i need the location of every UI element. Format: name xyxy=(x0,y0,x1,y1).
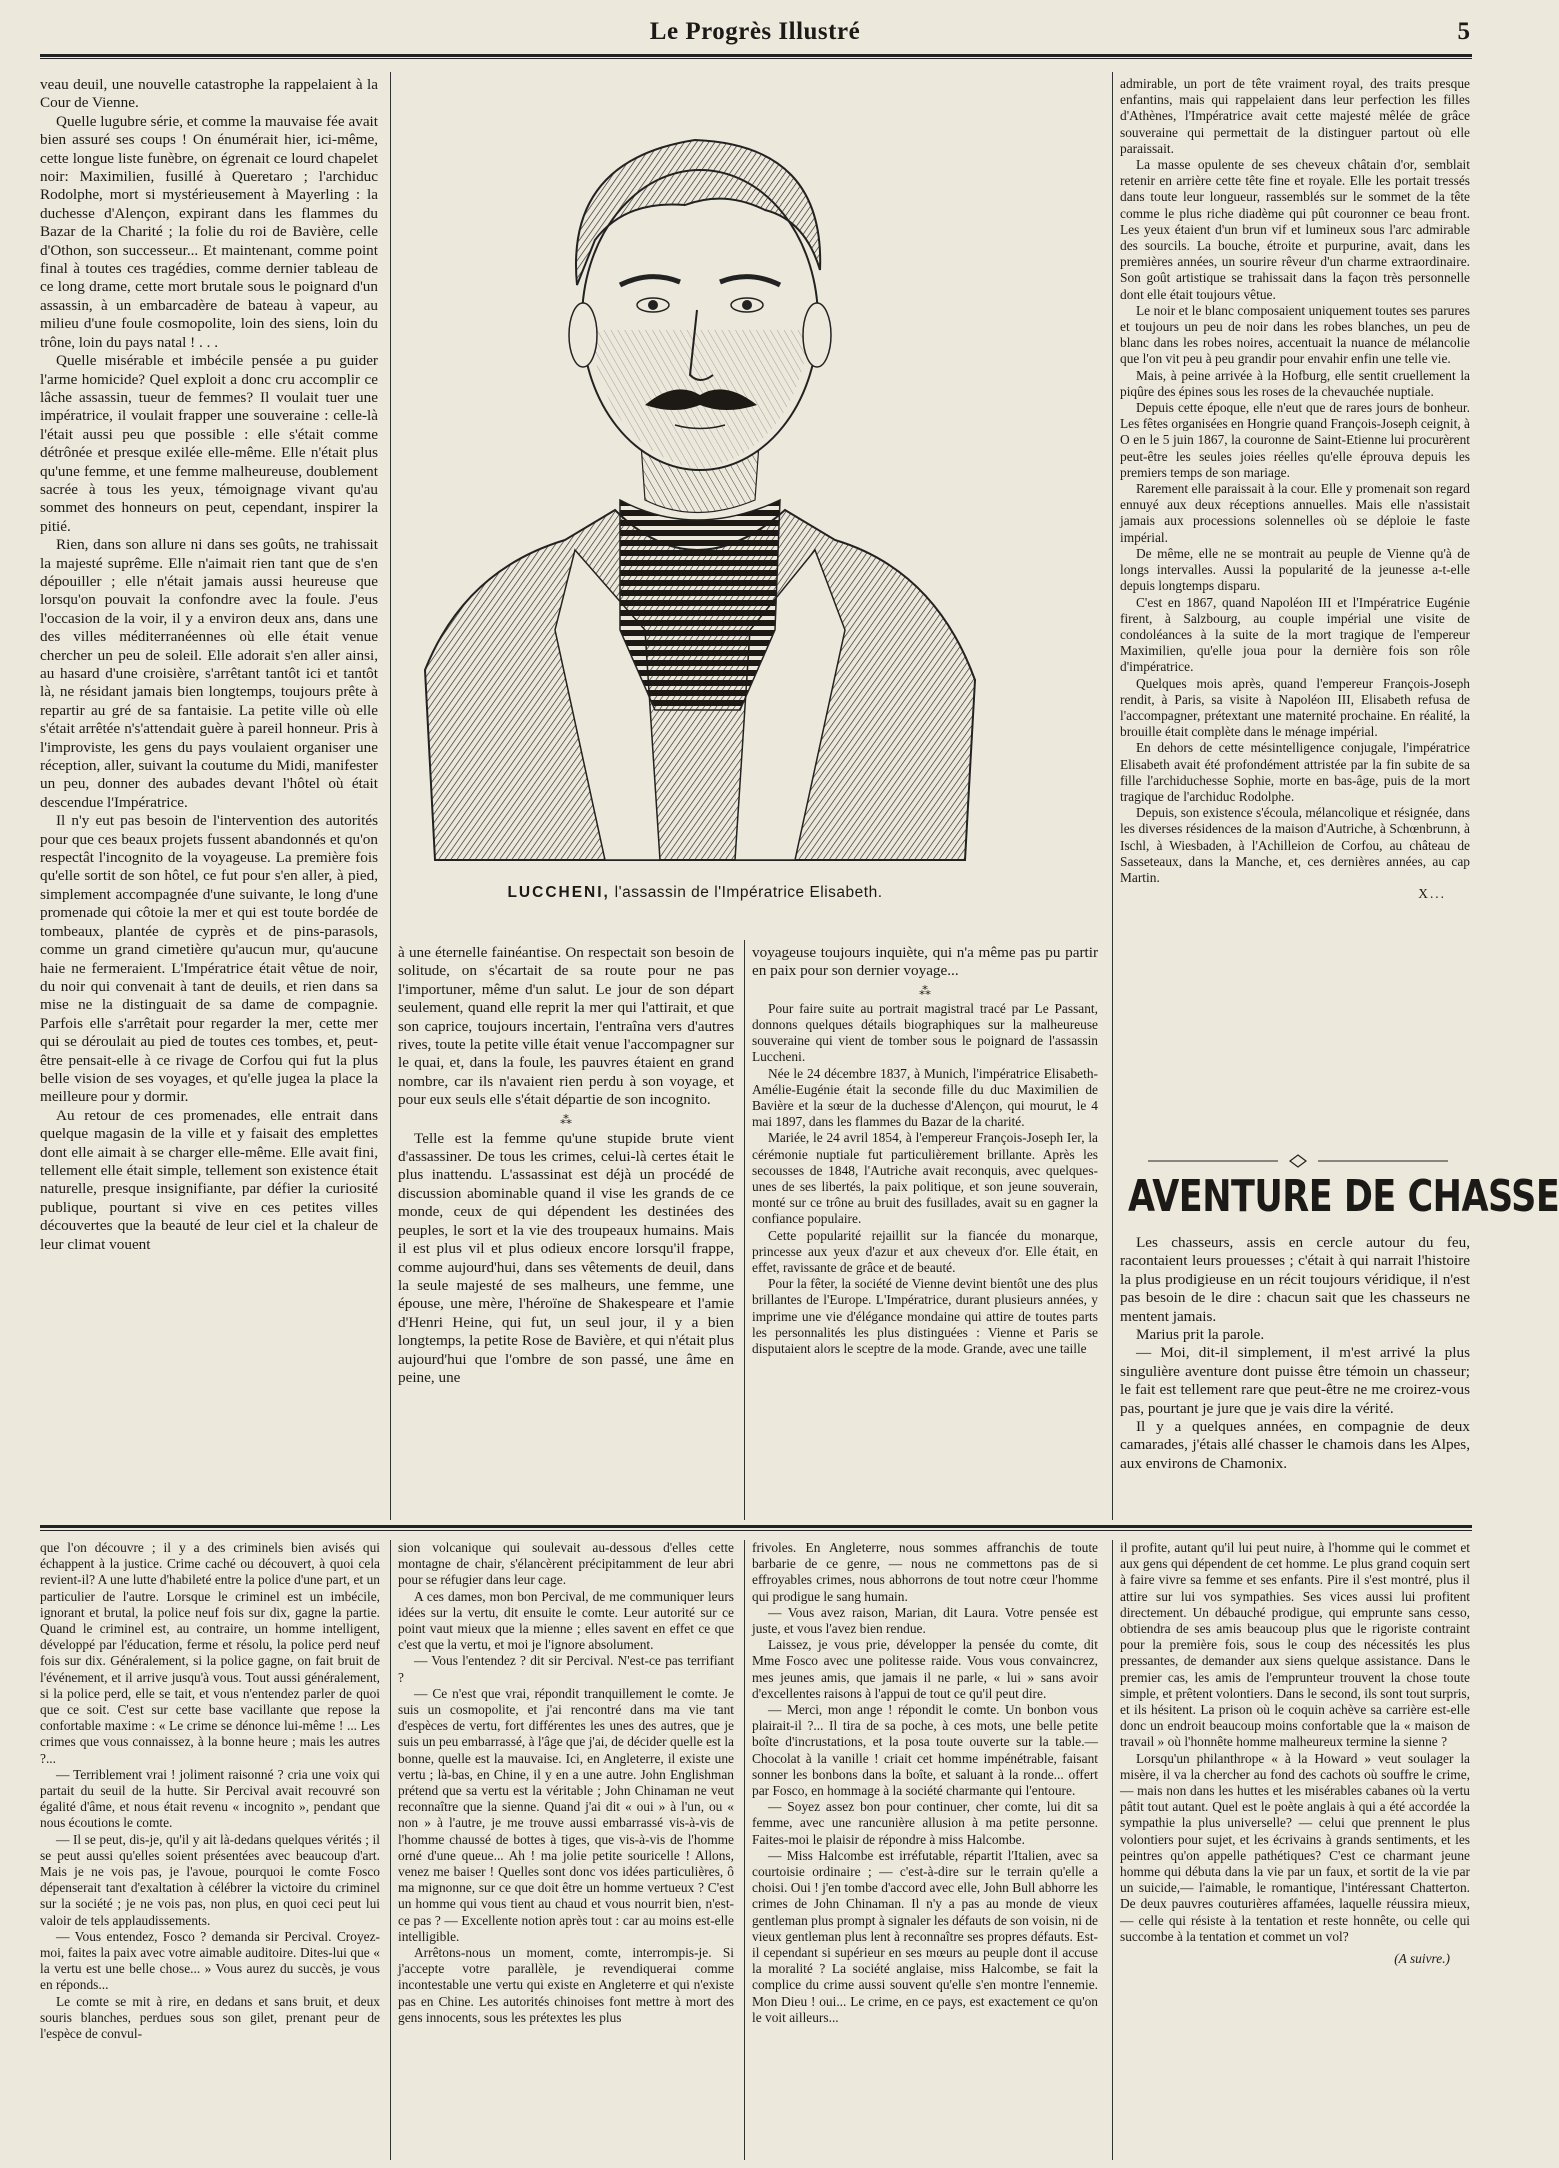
column-divider xyxy=(1112,1540,1113,2160)
to-be-continued: (A suivre.) xyxy=(1394,1951,1450,1967)
paragraph: Née le 24 décembre 1837, à Munich, l'impératrice Elisabeth-Amélie-Eugénie était la seconde fille du duc Maximilien de Bavière et la sœur de la duchesse d'Alençon, qui mourut, le 4 mai 1897, dans les flammes du Bazar de la charité. xyxy=(752,1065,1098,1130)
caption-text: l'assassin de l'Impératrice Elisabeth. xyxy=(609,884,883,901)
paragraph: — Vous entendez, Fosco ? demanda sir Percival. Croyez-moi, faites la paix avec votre aimable auditoire. Dites-lui que « la vertu est une belle chose... » Vous aurez du succès, je vous en réponds... xyxy=(40,1928,380,1993)
paragraph: Au retour de ces promenades, elle entrait dans quelque magasin de la ville et y faisait des emplettes dont elle aimait à se charger elle-même. Elle avait fini, tellement elle était simple, tellement son existence était naturelle, presque insignifiante, par défier la curiosité publique, pourtant si vive en ces petites villes découvertes que la beauté de leur ciel et la chaleur de leur climat vouent xyxy=(40,1106,378,1253)
caption-name: LUCCHENI, xyxy=(507,884,610,901)
paragraph: Quelle lugubre série, et comme la mauvaise fée avait bien assuré ses coups ! On énumérait hier, ici-même, cette longue liste funèbre, on égrenait ce lourd chapelet noir: Maximilien, fusillé à Queretaro ; l'archiduc Rodolphe, mort si mystérieusement à Mayerling : la duchesse d'Alençon, expirant dans les flammes du Bazar de la Charité ; la folie du roi de Bavière, celle d'Othon, son successeur... Et maintenant, comme point final à toutes ces tragédies, comme dernier tableau de ce long drame, cette mort brutale sous le poignard d'un assassin, à un embarcadère de bateau à vapeur, au milieu d'une foule cosmopolite, loin des siens, loin du trône, loin du pays natal ! . . . xyxy=(40,112,378,351)
portrait-caption xyxy=(395,884,995,902)
portrait-engraving-image xyxy=(405,70,985,860)
article-column-3 xyxy=(752,944,1098,1516)
feuilleton-column-1 xyxy=(40,1540,380,2160)
paragraph: Depuis, son existence s'écoula, mélancolique et résignée, dans les diverses résidences de la maison d'Autriche, à Schœnbrunn, à Ischl, à Wiesbaden, à l'Achilleion de Corfou, au château de Sasseteaux, dans la Manche, et, ces dernières années, au cap Martin. xyxy=(1120,805,1470,885)
column-divider xyxy=(744,1540,745,2160)
article-column-1 xyxy=(40,76,378,1516)
paragraph: Telle est la femme qu'une stupide brute vient d'assassiner. De tous les crimes, celui-là certes était le plus inattendu. L'assassinat est déjà un procédé de discussion abominable quand il vise les grands de ce monde, ceux de qui dépendent les destinées des peuples, le sort et la vie des troupeaux humains. Mais il est plus vil et plus odieux encore lorsqu'il frappe, comme aujourd'hui, dans ses vêtements de deuil, dans la seule majesté de ses malheurs, une femme, une épouse, une mère, l'héroïne de Shakespeare et l'amie d'Henri Heine, qui fut, un seul jour, il y a bien longtemps, la petite Rose de Bavière, et qui n'était plus aujourd'hui que l'ombre de son passé, une âme en peine, une xyxy=(398,1129,734,1386)
paragraph: Cette popularité rejaillit sur la fiancée du monarque, princesse aux yeux d'azur et aux cheveux d'or. Elle était, en effet, ravissante de grâce et de beauté. xyxy=(752,1227,1098,1276)
paragraph: il profite, autant qu'il lui peut nuire, à l'homme qui le commet et aux gens qui dépendent de cet homme. Le plus grand coquin sert à faire vivre sa femme et ses enfants. Pire il s'est montré, plus il attire sur lui vos sympathies. Ses vices aussi lui profitent directement. Un débauché prodigue, qui emprunte sans cesso, obtiendra de ses amis beaucoup plus que le rigoriste contraint pour la première fois, sous le coup des nécessités les plus pressantes, de demander aux siens quelque assistance. Dans le premier cas, les amis de l'emprunteur trouvent la chose toute simple, et prêtent volontiers. Dans le second, ils sont tout surpris, et ils hésitent. La prison où le coquin achève sa carrière est-elle donc un endroit beaucoup moins confortable que la « maison de travail » où l'honnête homme malheureux termine la sienne ? xyxy=(1120,1540,1470,1750)
paragraph: Le noir et le blanc composaient uniquement toutes ses parures et toujours un peu de noir dans les robes blanches, un peu de blanc dans les robes noires, accentuait la nuance de mélancolie que l'on vit peu à peu grandir pour envahir enfin une telle vie. xyxy=(1120,302,1470,367)
page-number: 5 xyxy=(1457,18,1470,45)
paragraph: Rien, dans son allure ni dans ses goûts, ne trahissait la majesté suprême. Elle n'aimait rien tant que de s'en dépouiller ; elle n'était jamais aussi heureuse que lorsqu'on pouvait la confondre avec la foule. J'eus l'occasion de la voir, il y a environ deux ans, dans une des villes méditerranéennes où elle était venue chercher un peu de soleil. Elle adorait s'en aller ainsi, au hasard d'une croisière, s'arrêtant tantôt ici et tantôt là, ne résidant jamais bien longtemps, toujours prête à repartir au gré de sa fantaisie. La petite ville où elle s'était arrêtée n's'attendait guère à pareil honneur. Pris à l'improviste, les gens du pays voulaient organiser une réception, aller, suivant la coutume du Midi, manifester un peu, donner des aubades devant l'hôtel où était descendue l'Impératrice. xyxy=(40,536,378,811)
column-divider xyxy=(1112,72,1113,1520)
story-title: AVENTURE DE CHASSE xyxy=(1128,1172,1559,1222)
paragraph: frivoles. En Angleterre, nous sommes affranchis de toute barbarie de ce genre, — nous ne commettons pas de si effroyables crimes, nous abhorrons de tout notre cœur l'homme qui prodigue le sang humain. xyxy=(752,1540,1098,1604)
column-divider xyxy=(390,1540,391,2160)
paragraph: Pour la fêter, la société de Vienne devint bientôt une des plus brillantes de l'Europe. L'Impératrice, durant plusieurs années, y imprime une vie d'élégance mondaine qui attire de toutes parts les personnalités les plus distinguées : Vienne et Paris se disputaient alors le sceptre de la mode. Grande, avec une taille xyxy=(752,1276,1098,1357)
paragraph: que l'on découvre ; il y a des criminels bien avisés qui échappent à la justice. Crime caché ou découvert, à quoi cela revient-il? A une lutte d'habileté entre la police d'une part, et un particulier de l'autre. Lorsque le criminel est un imbécile, ignorant et brutal, la police neuf fois sur dix, gagne la partie. Quand le criminel est, au contraire, un homme intelligent, développé par l'éducation, ferme et résolu, la police perd neuf fois sur dix. Généralement, si la police gagne, on fait bruit de l'événement, et il arrive jusqu'à vous. Tout aussi généralement, si la police perd, elle se tait, et vous n'entendez parler de quoi que ce soit. C'est sur cette base vacillante que repose la confortable maxime : « Le crime se dénonce lui-même ! ... Les crimes que vous connaissez, à la bonne heure ; mais les autres ?... xyxy=(40,1540,380,1766)
paragraph: voyageuse toujours inquiète, qui n'a même pas pu partir en paix pour son dernier voyage... xyxy=(752,944,1098,980)
paragraph: admirable, un port de tête vraiment royal, des traits presque enfantins, mais qui rappelaient dans leur perfection les filles d'Athènes, l'Impératrice avait cette majesté mêlée de grâce souveraine qui permettait de la distinguer partout où elle paraissait. xyxy=(1120,76,1470,156)
paragraph: Laissez, je vous prie, développer la pensée du comte, dit Mme Fosco avec une politesse raide. Vous vous convaincrez, mes jeunes amis, que jamais il ne parle, « lui » sans avoir d'excellentes raisons à l'appui de tout ce qu'il peut dire. xyxy=(752,1637,1098,1701)
paragraph: — Il se peut, dis-je, qu'il y ait là-dedans quelques vérités ; il se peut aussi qu'elles soient présentées avec beaucoup d'art. Mais je ne vois pas, je l'avoue, pourquoi le comte Fosco dépenserait tant d'exaltation à célébrer la victoire du criminel sur la société ; je ne vois pas, non plus, en quoi ceci peut lui valoir de tels applaudissements. xyxy=(40,1831,380,1928)
story-column xyxy=(1120,1234,1470,1518)
paragraph: Mariée, le 24 avril 1854, à l'empereur François-Joseph Ier, la cérémonie nuptiale fut particulièrement brillante. Après les secousses de 1848, l'Autriche avait reconquis, avec quelques-unes de ses libertés, la paix politique, et son jeune souverain, monté sur ce trône au bruit des fusillades, avait su en gagner la confiance populaire. xyxy=(752,1130,1098,1227)
paragraph: Lorsqu'un philanthrope « à la Howard » veut soulager la misère, il va la chercher au fond des cachots où souffre le crime, — mais non dans les huttes et les misérables cabanes où la vertu pâtit tout autant. Quel est le poète anglais à qui a été accordée la sympathie la plus universelle? — celui que prennent le plus volontiers pour sujet, et les écrivains à grands sentiments, et les peintres qu'on appelle pathétiques? C'est ce charmant jeune homme qui débuta dans la vie par un faux, et sortit de la vie par un suicide,— l'aimable, le romantique, l'intéressant Chatterton. De deux pauvres couturières affamées, laquelle réussira mieux, — celle qui résiste à la tentation et reste honnête, ou celle qui succombe à la tentation et commet un vol? xyxy=(1120,1750,1470,1944)
article-column-4 xyxy=(1120,76,1470,1146)
top-rule xyxy=(40,54,1472,59)
paragraph: — Vous avez raison, Marian, dit Laura. Votre pensée est juste, et vous l'avez bien rendue. xyxy=(752,1604,1098,1637)
feuilleton-column-4 xyxy=(1120,1540,1470,2160)
paragraph: sion volcanique qui soulevait au-dessous d'elles cette montagne de chair, s'élancèrent précipitamment de leur abri pour se réfugier dans leur cage. xyxy=(398,1540,734,1588)
paragraph: — Miss Halcombe est irréfutable, répartit l'Italien, avec sa courtoisie ordinaire ; — c'est-à-dire sur le terrain qu'elle a choisi. Oui ! j'en tombe d'accord avec elle, John Bull abhorre les crimes de John Chinaman. Il n'y a pas au monde de vieux gentleman plus prompt à signaler les défauts de son voisin, ni de vieux gentleman plus lent à reconnaître ses propres défauts. Est-il cependant si supérieur en ses mœurs au peuple dont il accuse la moralité ? La société anglaise, miss Halcombe, se fait la complice du crime aussi souvent qu'elle s'en montre l'ennemie. Mon Dieu ! oui... Le crime, en ce pays, est exactement ce qu'on le voit ailleurs... xyxy=(752,1847,1098,2025)
paragraph: Marius prit la parole. xyxy=(1136,1326,1265,1344)
feuilleton-rule xyxy=(40,1525,1472,1531)
column-divider xyxy=(390,72,391,1520)
feuilleton-column-2 xyxy=(398,1540,734,2160)
paragraph: Le comte se mit à rire, en dedans et sans bruit, et deux souris blanches, perdues sous son gilet, prenant peur de l'espèce de convul- xyxy=(40,1993,380,2042)
paragraph: — Moi, dit-il simplement, il m'est arrivé la plus singulière aventure dont puisse être témoin un chasseur; le fait est tellement rare que peut-être ne me croirez-vous pas, pourtant je jure que je vais dire la vérité. xyxy=(1120,1344,1470,1417)
paragraph: En dehors de cette mésintelligence conjugale, l'impératrice Elisabeth avait été profondément attristée par la fin subite de sa fille l'archiduchesse Sophie, morte en bas-âge, puis de la mort tragique de l'archiduc Rodolphe. xyxy=(1120,740,1470,804)
paragraph: à une éternelle fainéantise. On respectait son besoin de solitude, on s'écartait de sa route pour ne pas l'importuner, même d'un salut. Le jour de son départ seulement, quand elle reprit la mer qui l'attirait, et que son caprice, toujours incertain, l'entraîna vers d'autres rives, toute la petite ville était venue l'accompagner sur le quai, et, dans la foule, les pauvres étaient en grand nombre, car ils n'avaient rien perdu à son voyage, et pour eux seuls elle s'était départie de son incognito. xyxy=(398,944,734,1109)
paragraph: De même, elle ne se montrait au peuple de Vienne qu'à de longs intervalles. Aussi la popularité de la jeunesse a-t-elle depuis longtemps disparu. xyxy=(1120,545,1470,594)
paragraph: Quelle misérable et imbécile pensée a pu guider l'arme homicide? Quel exploit a donc cru accomplir ce lâche assassin, tueur de femmes? Il voulait tuer une impératrice, il voulait frapper une souveraine : celle-là l'était aussi peu que possible : elle s'était comme détrônée et presque exilée elle-même. Elle n'était plus qu'une femme, et une femme malheureuse, doublement sacrée à tous les yeux, témoignage vivant qu'au sommet des honneurs on peut, cependant, inspirer la pitié. xyxy=(40,352,378,535)
paragraph: A ces dames, mon bon Percival, de me communiquer leurs idées sur la vertu, dit ensuite le comte. Leur autorité sur ce point vaut mieux que la mienne ; elles savent en effet ce que c'est que la vertu, et moi je l'ignore absolument. xyxy=(398,1588,734,1653)
masthead xyxy=(40,18,1470,58)
paragraph: La masse opulente de ses cheveux châtain d'or, semblait retenir en arrière cette tête fine et royale. Elle les portait tressés dans toute leur longueur, rassemblés sur le sommet de la tête comme le plus riche diadème qui pût couronner ce beau front. Les yeux étaient d'un brun vif et lumineux sous l'arc admirable des sourcils. La bouche, étroite et purpurine, avait, dans les premières années, un sourire rêveur d'un charme extraordinaire. Son goût artistique se trahissait dans la façon très personnelle dont elle était toujours vêtue. xyxy=(1120,157,1470,302)
paragraph: C'est en 1867, quand Napoléon III et l'Impératrice Eugénie firent, à Salzbourg, au couple impérial une visite de condoléances à la suite de la mort tragique de l'empereur Maximilien, qu'elle joua pour la dernière fois son rôle d'impératrice. xyxy=(1120,594,1470,675)
paragraph: veau deuil, une nouvelle catastrophe la rappelaient à la Cour de Vienne. xyxy=(40,76,378,112)
newspaper-title: Le Progrès Illustré xyxy=(649,18,861,45)
paragraph: Les chasseurs, assis en cercle autour du feu, racontaient leurs prouesses ; c'était à qui narrait l'histoire la plus prodigieuse en un récit toujours véridique, il n'est pas besoin de le dire : chacun sait que les chasseurs ne mentent jamais. xyxy=(1120,1234,1470,1325)
paragraph: — Terriblement vrai ! joliment raisonné ? cria une voix qui partait du seuil de la hutte. Sir Percival avait recouvré son égalité d'âme, et nous était revenu « incognito », pendant que nous écoutions le comte. xyxy=(40,1766,380,1831)
section-separator: ⁂ xyxy=(560,1112,572,1127)
paragraph: Il y a quelques années, en compagnie de deux camarades, j'étais allé chasser le chamois dans les Alpes, aux environs de Chamonix. xyxy=(1120,1418,1470,1472)
paragraph: — Ce n'est que vrai, répondit tranquillement le comte. Je suis un cosmopolite, et j'ai rencontré dans ma vie tant d'espèces de vertu, fort différentes les unes des autres, que je suis un peu embarrassé, à l'âge que j'ai, de décider quelle est la bonne, quelle est la mauvaise. Ici, en Angleterre, il existe une vertu ; là-bas, en Chine, il y en a une autre. John Englishman prétend que sa vertu est la véritable ; John Chinaman ne veut reconnaître que la sienne. Quand j'ai dit « oui » à l'un, ou « non » à l'autre, je me trouve aussi embarrassé vis-à-vis de l'homme chaussé de bottes à tiges, que vis-à-vis de l'homme orné d'une queue... Ah ! ma jolie petite souricelle ! Allons, venez me baiser ! Quelles sont donc vos idées particulières, ô ma mignonne, sur ce que doit être un homme vertueux ? C'est un homme qui vous tient au chaud et vous nourrit bien, n'est-ce pas ? — Excellente notion après tout : car au moins est-elle intelligible. xyxy=(398,1685,734,1944)
ornament-divider xyxy=(1128,1154,1468,1168)
paragraph: — Merci, mon ange ! répondit le comte. Un bonbon vous plairait-il ?... Il tira de sa poche, à ces mots, une belle petite boîte d'incrustations, et la posa toute ouverte sur la table.— Chocolat à la vanille ! criait cet homme impénétrable, faisant sonner les bonbons dans la boîte, et saluant à la ronde... offert par Fosco, en hommage à la société charmante qui l'entoure. xyxy=(752,1702,1098,1799)
paragraph: Rarement elle paraissait à la cour. Elle y promenait son regard ennuyé aux deux réceptions annuelles. Mais elle n'assistait jamais aux processions solennelles où se déploie le faste impérial. xyxy=(1120,481,1470,545)
article-signature: X... xyxy=(1418,886,1446,902)
paragraph: — Soyez assez bon pour continuer, cher comte, lui dit sa femme, avec une rancunière allusion à ma petite personne. Faites-moi le plaisir de répondre à miss Halcombe. xyxy=(752,1799,1098,1847)
column-divider xyxy=(744,940,745,1520)
feuilleton-column-3 xyxy=(752,1540,1098,2160)
article-column-2 xyxy=(398,944,734,1516)
intro-paragraph: Pour faire suite au portrait magistral tracé par Le Passant, donnons quelques détails biographiques sur la malheureuse souveraine qui vient de tomber sous le poignard de l'assassin Luccheni. xyxy=(752,1000,1098,1065)
paragraph: Mais, à peine arrivée à la Hofburg, elle sentit cruellement la piqûre des épines sous les roses de la chevauchée nuptiale. xyxy=(1120,367,1470,399)
luccheni-portrait xyxy=(405,70,985,860)
paragraph: Depuis cette époque, elle n'eut que de rares jours de bonheur. Les fêtes organisées en Hongrie quand François-Joseph ceignit, à O en le 5 juin 1867, la couronne de Saint-Etienne lui procurèrent peut-être les seules joies réelles qu'elle éprouva depuis les premiers temps de son mariage. xyxy=(1120,400,1470,480)
paragraph: — Vous l'entendez ? dit sir Percival. N'est-ce pas terrifiant ? xyxy=(398,1653,734,1685)
paragraph: Il n'y eut pas besoin de l'intervention des autorités pour que ces beaux projets fussent abandonnés et qu'on respectât l'incognito de la voyageuse. La première fois qu'elle sortit de son hôtel, ce fut pour s'en aller, à pied, simplement accompagnée d'une suivante, le long d'une promenade qui côtoie la mer et qui est toute bordée de tombeaux, plantée de cyprès et de pins-parasols, comme un grand cimetière qu'aucun mur, qu'aucune haie ne fermeraient. L'Impératrice était vêtue de noir, du noir qui convenait à tant de deuils, et rien dans sa mise ne la distinguait de sa dame de compagnie. Parfois elle s'arrêtait pour regarder la mer, cette mer qui se déroulait au pied de toutes ces tombes, et, peut-être pensait-elle à ce rivage de Corfou qui fut la plus belle vision de ses voyages, et qu'elle jugea la place la meilleure pour y dormir. xyxy=(40,812,378,1106)
section-separator: ⁂ xyxy=(919,983,931,998)
paragraph: Quelques mois après, quand l'empereur François-Joseph rendit, à Paris, sa visite à Napoléon III, Elisabeth refusa de l'accompagner, prétextant une maternité prochaine. En réalité, la brouille était complète dans le ménage impérial. xyxy=(1120,675,1470,740)
paragraph: Arrêtons-nous un moment, comte, interrompis-je. Si j'accepte votre parallèle, je revendiquerai comme incontestable une vertu qui existe en Angleterre et qui n'existe pas en Chine. Les autorités chinoises font mettre à mort des gens innocents, sous les prétextes les plus xyxy=(398,1945,734,2025)
